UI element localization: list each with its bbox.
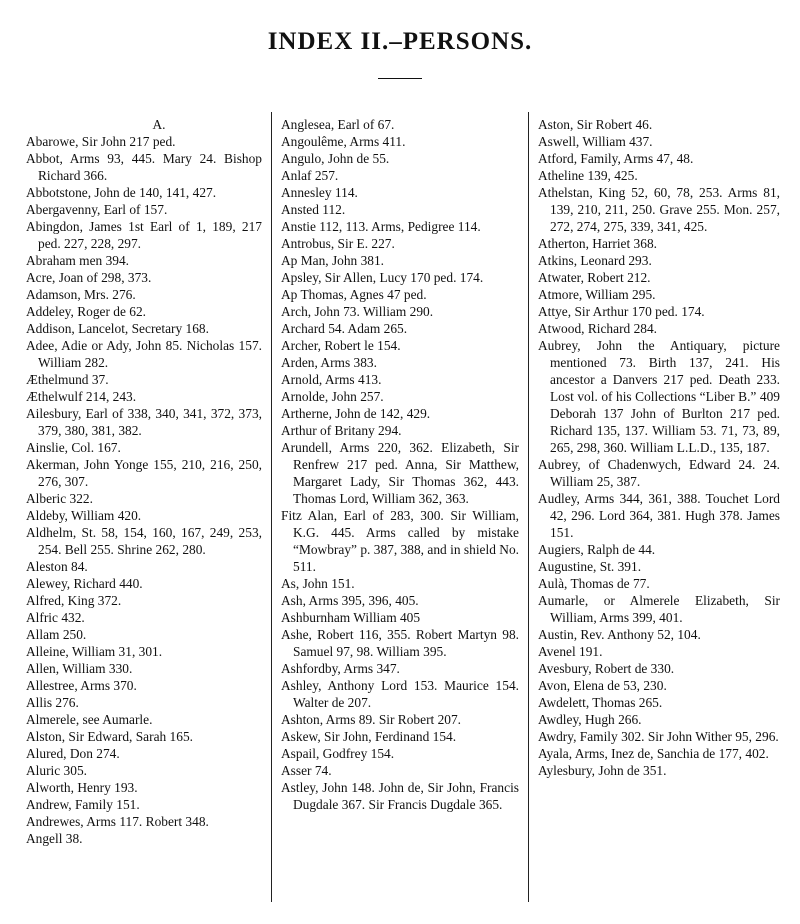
index-entry: Austin, Rev. Anthony 52, 104.: [538, 627, 701, 642]
index-entry: Atheline 139, 425.: [538, 168, 638, 183]
index-column-1: [26, 116, 262, 847]
index-entry: Archard 54. Adam 265.: [281, 321, 408, 336]
index-entry: Avenel 191.: [538, 644, 603, 659]
index-entry: Atwater, Robert 212.: [538, 270, 651, 285]
index-entry: Almerele, see Aumarle.: [26, 712, 153, 727]
index-entry: Aulà, Thomas de 77.: [538, 576, 650, 591]
index-entry: Ansted 112.: [281, 202, 346, 217]
index-entry: Attye, Sir Arthur 170 ped. 174.: [538, 304, 705, 319]
index-entry: Awdry, Family 302. Sir John Wither 95, 296.: [538, 729, 779, 744]
index-entry: Acre, Joan of 298, 373.: [26, 270, 152, 285]
index-entry: Abingdon, James 1st Earl of 1, 189, 217 ped. 227, 228, 297.: [26, 219, 262, 251]
index-entry: Atwood, Richard 284.: [538, 321, 658, 336]
index-entry: Alured, Don 274.: [26, 746, 120, 761]
index-entry: Artherne, John de 142, 429.: [281, 406, 431, 421]
index-entry: Avon, Elena de 53, 230.: [538, 678, 667, 693]
index-entry: Aubrey, John the Antiquary, picture mentioned 73. Birth 137, 241. His ancestor a Danvers 217 ped. Death 233. Lost vol. of his Collections “Liber B.” 409 Deborah 137 John of Burlton 217 ped. Richard 135, 137. William 53. 71, 73, 89, 265, 298, 360. William L.L.D., 135, 187.: [538, 338, 780, 455]
index-entry: Avesbury, Robert de 330.: [538, 661, 675, 676]
index-entry: As, John 151.: [281, 576, 355, 591]
index-entry: Athelstan, King 52, 60, 78, 253. Arms 81, 139, 210, 211, 250. Grave 255. Mon. 257, 272, 274, 275, 339, 341, 425.: [538, 185, 780, 234]
index-entry: Astley, John 148. John de, Sir John, Francis Dugdale 367. Sir Francis Dugdale 365.: [281, 780, 519, 812]
index-entry: Ashfordby, Arms 347.: [281, 661, 400, 676]
index-entry: Allestree, Arms 370.: [26, 678, 137, 693]
index-entry: Arundell, Arms 220, 362. Elizabeth, Sir Renfrew 217 ped. Anna, Sir Matthew, Margaret Lady, Sir Thomas 362, 443. Thomas Lord, William 362, 363.: [281, 440, 519, 506]
index-entry: Abergavenny, Earl of 157.: [26, 202, 168, 217]
index-entry: Asser 74.: [281, 763, 332, 778]
index-entry: Atherton, Harriet 368.: [538, 236, 657, 251]
index-entry: Adamson, Mrs. 276.: [26, 287, 136, 302]
index-entry: Adee, Adie or Ady, John 85. Nicholas 157. William 282.: [26, 338, 262, 370]
index-entry: Aubrey, of Chadenwych, Edward 24. 24. William 25, 387.: [538, 457, 780, 489]
index-entry: Augiers, Ralph de 44.: [538, 542, 656, 557]
index-entry: Awdelett, Thomas 265.: [538, 695, 663, 710]
index-entry: Abbot, Arms 93, 445. Mary 24. Bishop Richard 366.: [26, 151, 262, 183]
index-entry: Alston, Sir Edward, Sarah 165.: [26, 729, 193, 744]
page-title: INDEX II.–PERSONS.: [267, 28, 533, 55]
index-entry: Abraham men 394.: [26, 253, 130, 268]
index-entry: Fitz Alan, Earl of 283, 300. Sir William, K.G. 445. Arms called by mistake “Mowbray” p. 387, 388, and in shield No. 511.: [281, 508, 519, 574]
index-entry: Ayala, Arms, Inez de, Sanchia de 177, 402.: [538, 746, 769, 761]
index-entry: Augustine, St. 391.: [538, 559, 642, 574]
index-entry: Aumarle, or Almerele Elizabeth, Sir William, Arms 399, 401.: [538, 593, 780, 625]
index-entry: Ainslie, Col. 167.: [26, 440, 121, 455]
index-entry: Audley, Arms 344, 361, 388. Touchet Lord 42, 296. Lord 364, 381. Hugh 378. James 151.: [538, 491, 780, 540]
index-entry: Anstie 112, 113. Arms, Pedigree 114.: [281, 219, 481, 234]
index-entry: Aswell, William 437.: [538, 134, 653, 149]
index-entry: Ashton, Arms 89. Sir Robert 207.: [281, 712, 462, 727]
index-entry: Aldhelm, St. 58, 154, 160, 167, 249, 253, 254. Bell 255. Shrine 262, 280.: [26, 525, 262, 557]
index-entry: Angoulême, Arms 411.: [281, 134, 406, 149]
index-entry: Arch, John 73. William 290.: [281, 304, 434, 319]
index-entry: Ashe, Robert 116, 355. Robert Martyn 98. Samuel 97, 98. William 395.: [281, 627, 519, 659]
index-entry: Angell 38.: [26, 831, 83, 846]
index-entry: Apsley, Sir Allen, Lucy 170 ped. 174.: [281, 270, 484, 285]
index-entry: Ash, Arms 395, 396, 405.: [281, 593, 419, 608]
index-entry: Alworth, Henry 193.: [26, 780, 138, 795]
index-entry: Atford, Family, Arms 47, 48.: [538, 151, 694, 166]
index-entry: Allen, William 330.: [26, 661, 133, 676]
index-entry: Aston, Sir Robert 46.: [538, 117, 653, 132]
index-entry: Askew, Sir John, Ferdinand 154.: [281, 729, 457, 744]
index-entry: Ap Man, John 381.: [281, 253, 385, 268]
index-entry: Antrobus, Sir E. 227.: [281, 236, 395, 251]
index-entry: Atmore, William 295.: [538, 287, 656, 302]
index-column-3: [538, 116, 780, 779]
index-entry: Ashburnham William 405: [281, 610, 421, 625]
index-entry: Allis 276.: [26, 695, 79, 710]
index-entry: Aspail, Godfrey 154.: [281, 746, 395, 761]
index-entry: Arnold, Arms 413.: [281, 372, 382, 387]
index-entry: Ap Thomas, Agnes 47 ped.: [281, 287, 427, 302]
index-entry: Anlaf 257.: [281, 168, 339, 183]
index-entry: Abarowe, Sir John 217 ped.: [26, 134, 176, 149]
index-entry: Aleston 84.: [26, 559, 88, 574]
index-entry: Aldeby, William 420.: [26, 508, 142, 523]
index-entry: Andrew, Family 151.: [26, 797, 140, 812]
column-divider: [528, 112, 529, 902]
index-entry: Alfred, King 372.: [26, 593, 122, 608]
index-entry: Aylesbury, John de 351.: [538, 763, 667, 778]
index-entry: Alewey, Richard 440.: [26, 576, 143, 591]
column-divider: [271, 112, 272, 902]
index-entry: Alfric 432.: [26, 610, 85, 625]
index-entry: Ashley, Anthony Lord 153. Maurice 154. Walter de 207.: [281, 678, 519, 710]
index-entry: Allam 250.: [26, 627, 87, 642]
index-entry: Awdley, Hugh 266.: [538, 712, 642, 727]
section-letter: A.: [152, 117, 166, 132]
index-entry: Abbotstone, John de 140, 141, 427.: [26, 185, 217, 200]
index-entry: Angulo, John de 55.: [281, 151, 390, 166]
index-entry: Archer, Robert le 154.: [281, 338, 401, 353]
index-entry: Andrewes, Arms 117. Robert 348.: [26, 814, 209, 829]
index-entry: Aluric 305.: [26, 763, 87, 778]
index-entry: Anglesea, Earl of 67.: [281, 117, 395, 132]
index-entry: Addison, Lancelot, Secretary 168.: [26, 321, 209, 336]
index-entry: Annesley 114.: [281, 185, 358, 200]
index-entry: Alleine, William 31, 301.: [26, 644, 163, 659]
index-entry: Arden, Arms 383.: [281, 355, 377, 370]
index-entry: Atkins, Leonard 293.: [538, 253, 652, 268]
index-entry: Æthelmund 37.: [26, 372, 109, 387]
index-entry: Arnolde, John 257.: [281, 389, 384, 404]
index-entry: Alberic 322.: [26, 491, 93, 506]
index-column-2: [281, 116, 519, 813]
index-entry: Arthur of Britany 294.: [281, 423, 402, 438]
index-entry: Addeley, Roger de 62.: [26, 304, 146, 319]
title-rule: [378, 78, 422, 79]
index-entry: Ailesbury, Earl of 338, 340, 341, 372, 373, 379, 380, 381, 382.: [26, 406, 262, 438]
index-entry: Æthelwulf 214, 243.: [26, 389, 137, 404]
index-entry: Akerman, John Yonge 155, 210, 216, 250, 276, 307.: [26, 457, 262, 489]
